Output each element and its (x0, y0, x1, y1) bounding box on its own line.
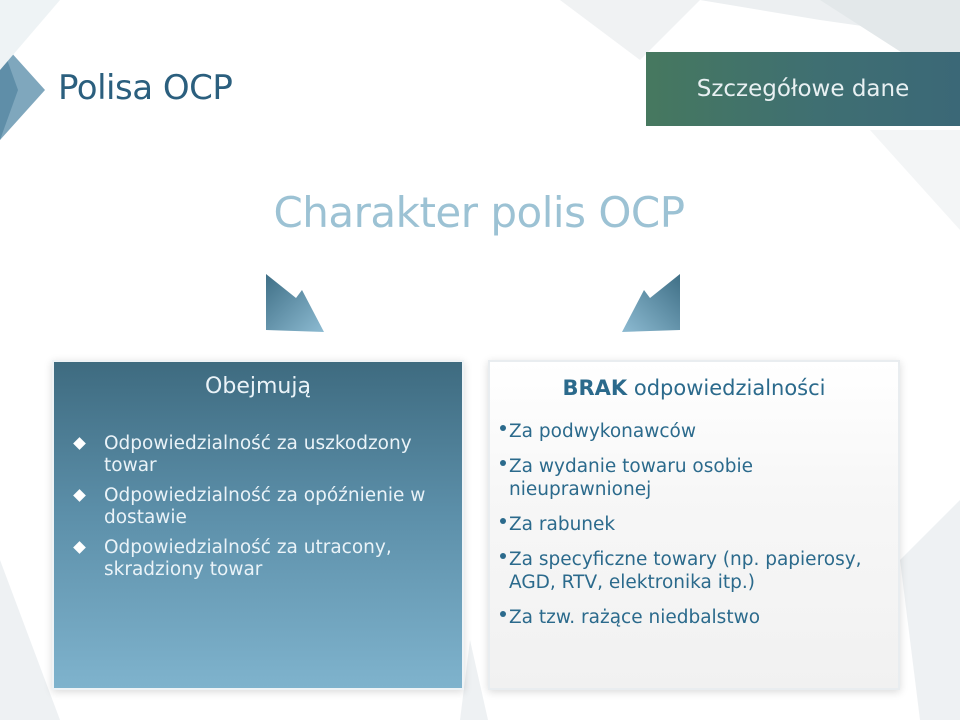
diamond-bullet-icon (73, 437, 86, 450)
list-item (500, 420, 888, 443)
details-box[interactable] (646, 52, 960, 126)
details-label: Szczegółowe dane (696, 76, 910, 102)
diamond-bullet-icon (73, 489, 86, 502)
list-item (500, 548, 888, 594)
list-item-text: Odpowiedzialność za uszkodzony towar (104, 433, 412, 476)
title-bold: BRAK (562, 376, 628, 400)
slide-title: Polisa OCP (58, 68, 233, 108)
diamond-bullet-icon (73, 541, 86, 554)
list-item-text: Odpowiedzialność za utracony, skradziony towar (104, 537, 392, 580)
arrow-down-right-icon (262, 270, 326, 332)
list-item (72, 485, 444, 529)
dot-bullet-icon (500, 611, 506, 617)
list-item-text: Za podwykonawców (509, 421, 696, 442)
covered-panel-title: Obejmują (205, 374, 311, 399)
list-item (500, 606, 888, 629)
dot-bullet-icon (500, 460, 506, 466)
dot-bullet-icon (500, 425, 506, 431)
not-covered-list (490, 420, 898, 629)
covered-list (54, 433, 462, 581)
not-covered-panel (488, 360, 900, 690)
list-item-text: Za wydanie towaru osobie nieuprawnionej (509, 456, 753, 500)
list-item-text: Za rabunek (509, 514, 616, 535)
not-covered-panel-title (490, 376, 898, 400)
dot-bullet-icon (500, 553, 506, 559)
covered-panel (52, 360, 464, 690)
list-item-text: Odpowiedzialność za opóźnienie w dostawie (104, 485, 426, 528)
section-heading (0, 188, 960, 237)
list-item (500, 513, 888, 536)
dot-bullet-icon (500, 518, 506, 524)
heading-text: Charakter polis OCP (273, 188, 685, 237)
list-item (72, 537, 444, 581)
list-item (72, 433, 444, 477)
list-item (500, 455, 888, 501)
arrow-down-left-icon (620, 270, 684, 332)
title-rest: odpowiedzialności (627, 376, 826, 400)
list-item-text: Za specyficzne towary (np. papierosy, AGD, RTV, elektronika itp.) (509, 549, 862, 593)
list-item-text: Za tzw. rażące niedbalstwo (509, 607, 761, 628)
